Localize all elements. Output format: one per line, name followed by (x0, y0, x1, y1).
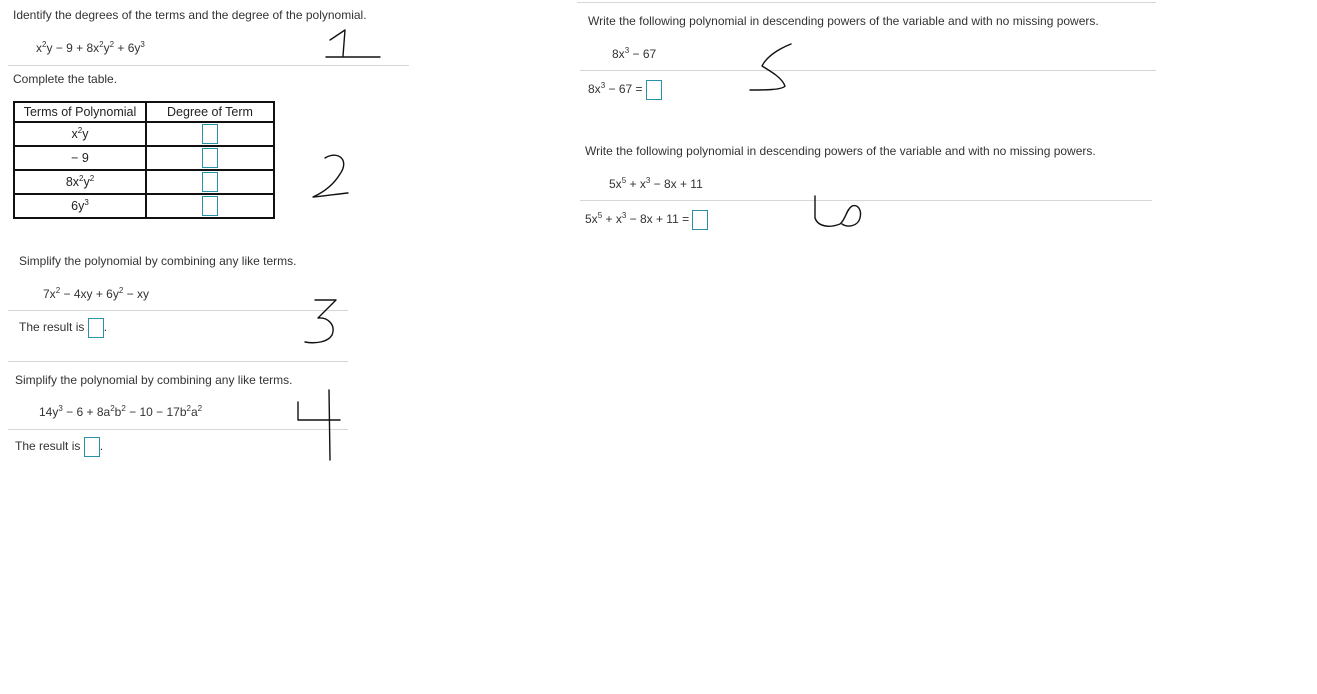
handwritten-number-5 (750, 44, 791, 90)
q5-answer-line: $8x^3 - 67$ = (588, 80, 662, 100)
q3-period: . (103, 320, 108, 335)
handwritten-number-1 (326, 30, 380, 57)
q5-polynomial: $8x^3 - 67$ (612, 46, 657, 61)
handwritten-number-3 (305, 300, 336, 343)
q6-polynomial: $5x^5 + x^3 - 8x + 11$ (609, 176, 703, 191)
q6-answer-line: $5x^5 + x^3 - 8x + 11$ = (585, 210, 708, 230)
q3-result-label: The result is (19, 320, 85, 335)
q3-instruction: Simplify the polynomial by combining any like terms. (19, 254, 297, 268)
q4-polynomial: $14y^3 - 6 + 8a^2b^2 - 10 - 17b^2a^2$ (39, 404, 203, 419)
term-cell: $x^2y$ (14, 122, 146, 146)
term-cell: − 9 (14, 146, 146, 170)
term-cell: $6y^3$ (14, 194, 146, 218)
q6-instruction: Write the following polynomial in descending powers of the variable and with no missing powers. (585, 144, 1096, 158)
q4-instruction: Simplify the polynomial by combining any like terms. (15, 373, 293, 387)
handwritten-number-6 (815, 196, 861, 226)
q1-polynomial: $x^2y - 9 + 8x^2y^2 + 6y^3$ (36, 40, 145, 55)
q5-instruction: Write the following polynomial in descending powers of the variable and with no missing powers. (588, 14, 1099, 28)
q4-period: . (99, 439, 104, 454)
col-header-terms: Terms of Polynomial (14, 102, 146, 122)
handwritten-number-2 (313, 155, 348, 197)
q1-complete-label: Complete the table. (13, 72, 118, 86)
q3-polynomial: $7x^2 - 4xy + 6y^2$ − xy (43, 286, 149, 301)
col-header-degree: Degree of Term (146, 102, 274, 122)
q4-result-label: The result is (15, 439, 81, 454)
handwritten-number-4 (298, 390, 340, 460)
q1-instruction: Identify the degrees of the terms and the degree of the polynomial. (13, 8, 367, 22)
term-cell: $8x^2y^2$ (14, 170, 146, 194)
